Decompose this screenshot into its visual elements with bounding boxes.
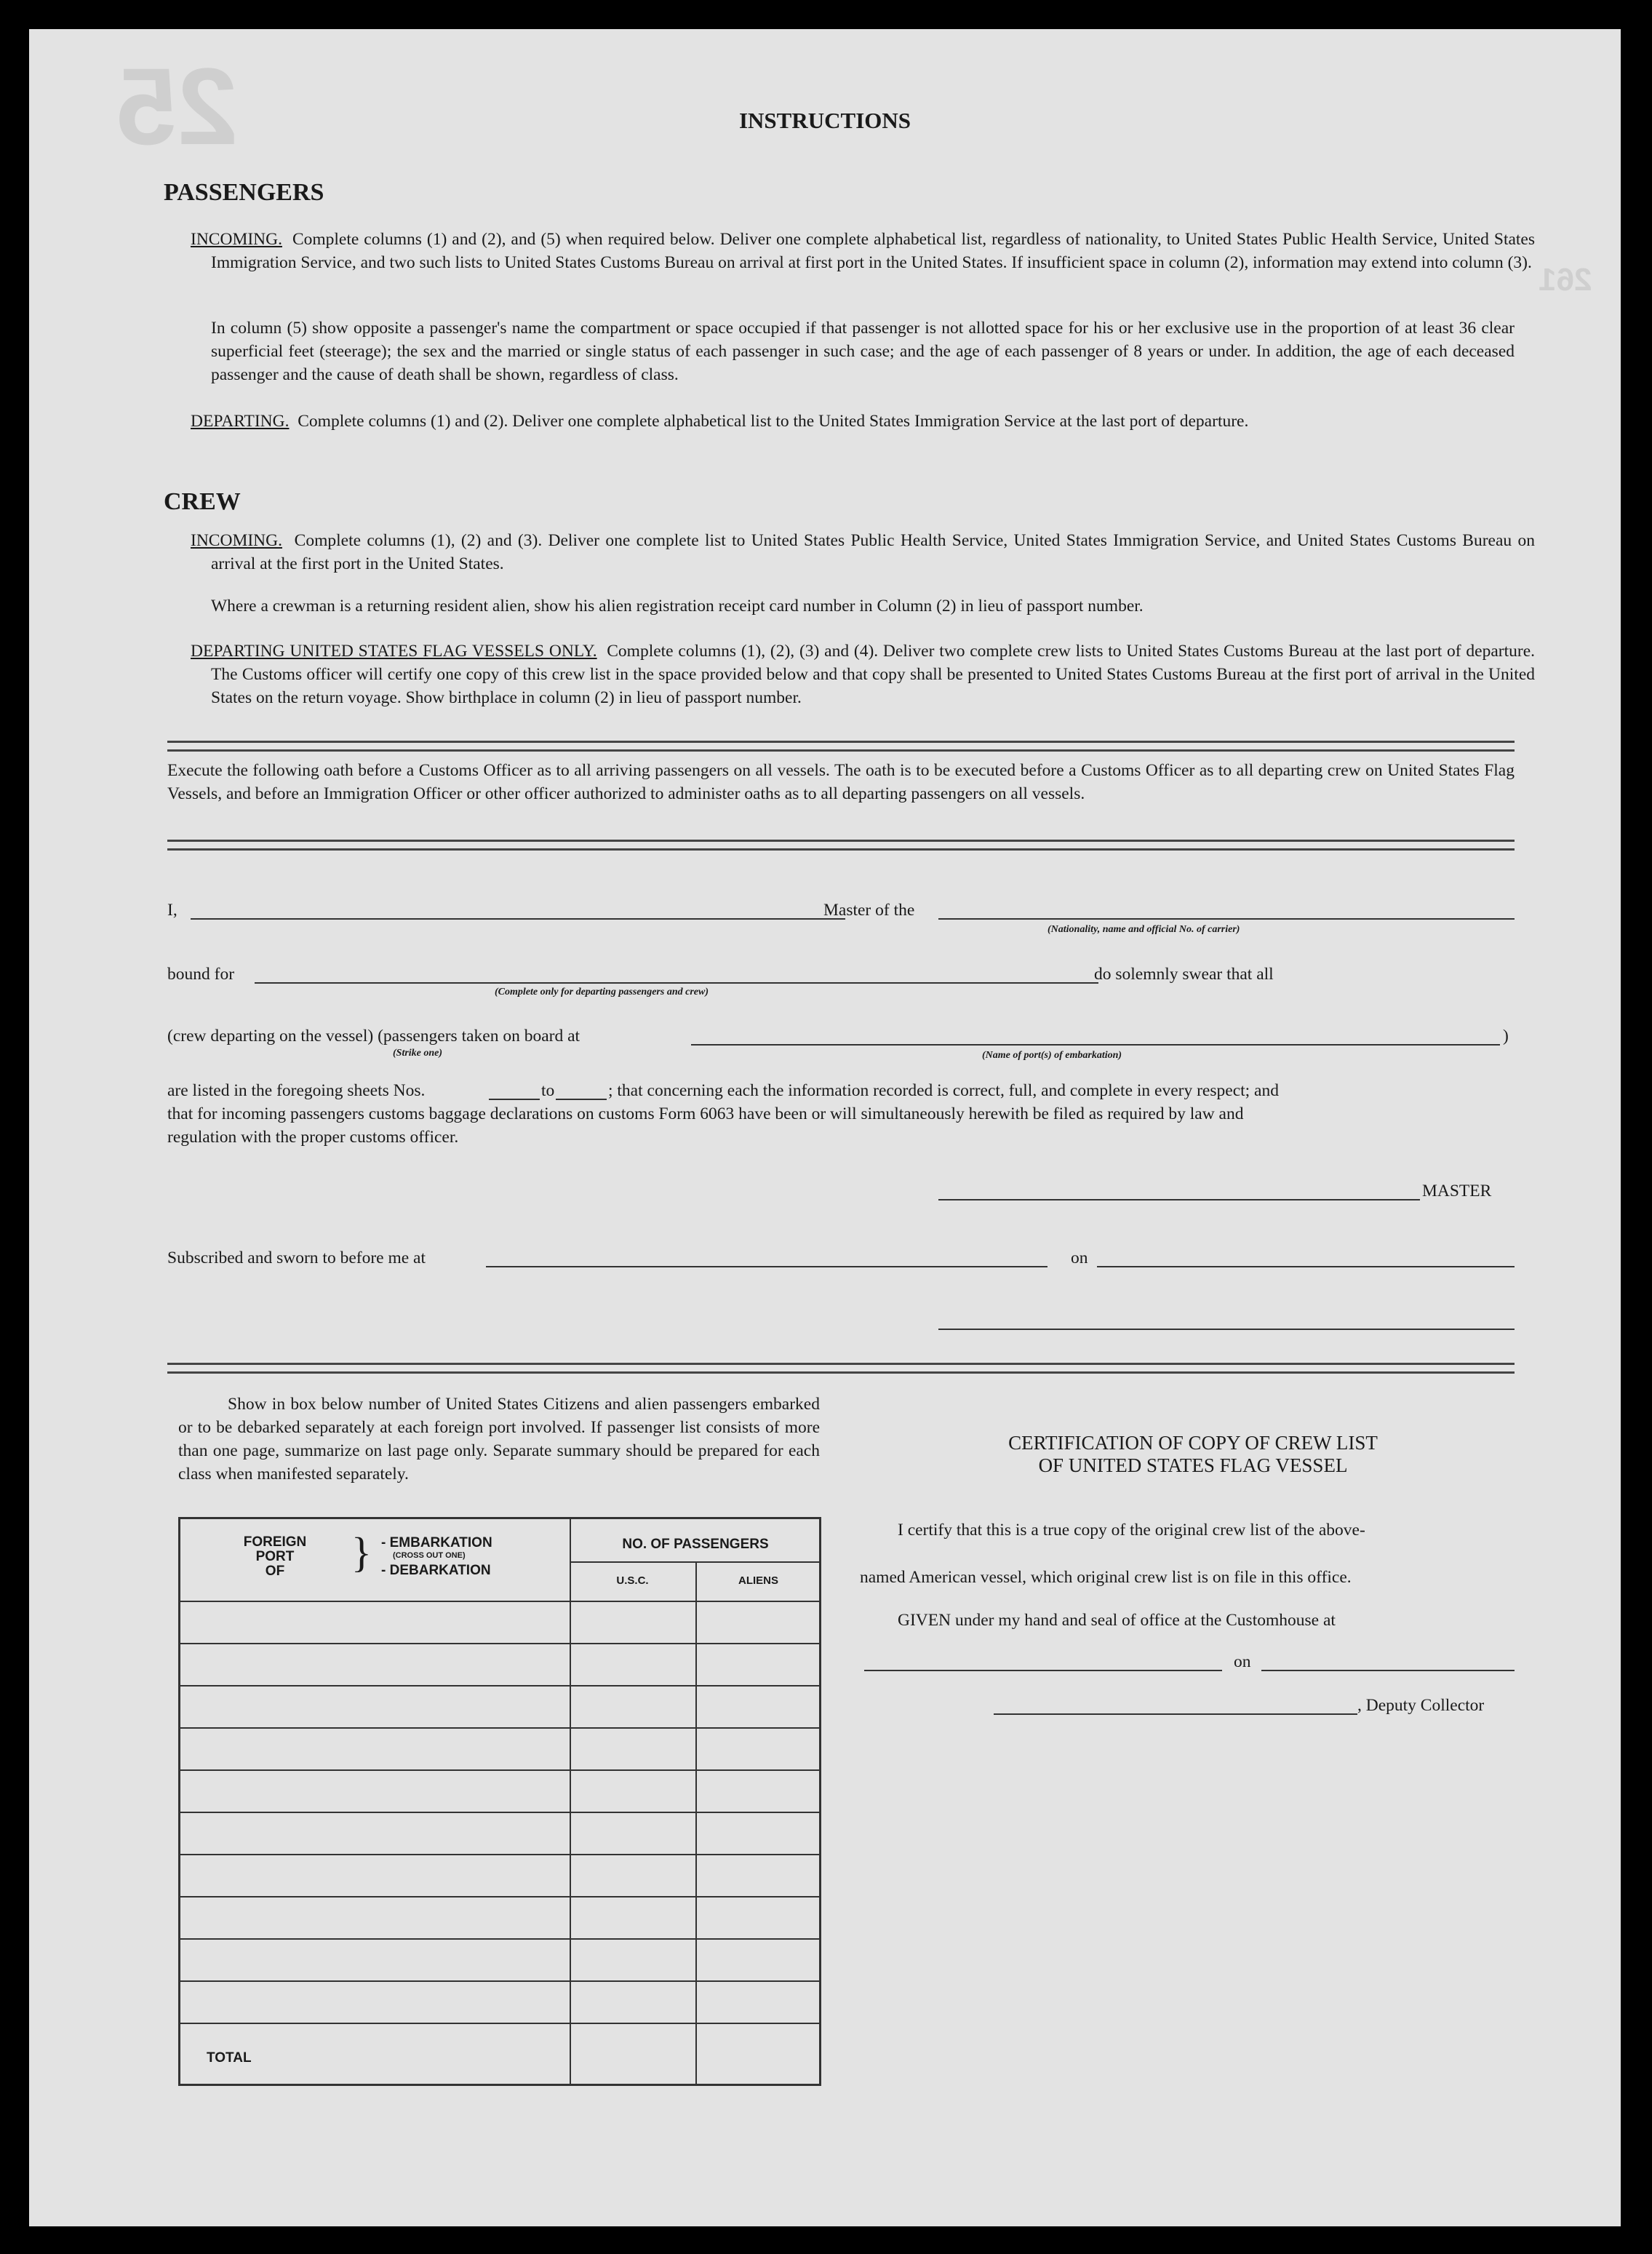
crew-incoming [191, 529, 1535, 576]
officer-signature-line[interactable] [938, 1329, 1515, 1330]
sworn-date-line[interactable] [1097, 1266, 1515, 1267]
master-name-line[interactable] [191, 918, 845, 920]
passengers-departing-text: Complete columns (1) and (2). Deliver one complete alphabetical list to the United States Immigration Service at the last port of departure. [298, 412, 1249, 431]
instructions-title: INSTRUCTIONS [738, 108, 911, 133]
cross-out-label: (CROSS OUT ONE) [393, 1551, 466, 1560]
table-subheader-rule [570, 1561, 819, 1563]
passengers-incoming-text: Complete columns (1) and (2), and (5) when required below. Deliver one complete alphabetical list, regardless of nationality, to United States Public Health Service, United States Immigration Service, and two such lists to United States Customs Bureau on arrival at first port in the United States. If insufficient space in column (2), information may extend into column (3). [211, 230, 1536, 272]
certification-line-2: named American vessel, which original crew list is on file in this office. [860, 1568, 1352, 1587]
table-row-rule [180, 1854, 819, 1855]
certification-line-3: GIVEN under my hand and seal of office at the Customhouse at [898, 1611, 1336, 1630]
passengers-column5: In column (5) show opposite a passenger's name the compartment or space occupied if that passenger is not allotted space for his or her exclusive use in the proportion of at least 36 clear superficial feet (steerage); the sex and the married or single status of each passenger in such case; and the age of each passenger of 8 years or under. In addition, the age of each deceased passenger and the cause of death shall be shown, regardless of class. [211, 319, 1515, 384]
passengers-incoming-label: INCOMING. [191, 230, 282, 249]
carrier-line[interactable] [938, 918, 1515, 920]
crew-departing-oath: (crew departing on the vessel) (passengers taken on board at [167, 1027, 580, 1046]
crew-departing-label: DEPARTING UNITED STATES FLAG VESSELS ONLY. [191, 642, 597, 661]
table-row-rule [180, 1685, 819, 1686]
do-solemnly-label: do solemnly swear that all [1094, 965, 1274, 984]
brace-mark: } [351, 1529, 372, 1576]
embarkation-label: - EMBARKATION [381, 1535, 492, 1550]
certification-on-label: on [1234, 1652, 1251, 1671]
master-of-label: Master of the [823, 901, 915, 920]
ghost-page-number: 25 [116, 45, 238, 167]
table-row-rule [180, 2023, 819, 2024]
summary-instruction: Show in box below number of United States Citizens and alien passengers embarked or to be debarked separately at each foreign port involved. If passenger list consists of more than one page, summarize on last page only. Separate summary should be prepared for each class when manifested separately. [178, 1395, 820, 1484]
bound-for-line[interactable] [255, 982, 1098, 984]
oath-line2: that for incoming passengers customs baggage declarations on customs Form 6063 have been or will simultaneously herewith be filed as required by law and [167, 1104, 1244, 1123]
oath-instruction: Execute the following oath before a Customs Officer as to all arriving passengers on all vessels. The oath is to be executed before a Customs Officer as to all departing crew on United States Flag Vessels, and before an Immigration Officer or other officer authorized to administer oaths as to all departing passengers on all vessels. [167, 761, 1515, 803]
certification-line-1: I certify that this is a true copy of the original crew list of the above- [898, 1521, 1365, 1540]
total-label: TOTAL [207, 2050, 252, 2066]
table-row-rule [180, 1896, 819, 1897]
crew-departing-text: Complete columns (1), (2), (3) and (4). Deliver two complete crew lists to United States Customs Bureau at the last port of departure. The Customs officer will certify one copy of this crew list in the space provided below and that copy shall be presented to United States Customs Bureau at the first port of arrival in the United States on the return voyage. Show birthplace in column (2) in lieu of passport number. [211, 642, 1536, 707]
table-row-rule [180, 1938, 819, 1940]
passengers-incoming [191, 228, 1535, 274]
master-label: MASTER [1422, 1182, 1492, 1200]
ghost-side-number: 261 [1539, 262, 1592, 298]
bound-caption: (Complete only for departing passengers and crew) [495, 987, 709, 997]
table-header-rule [180, 1601, 819, 1602]
divider-double-3 [167, 1363, 1515, 1374]
passengers-heading: PASSENGERS [164, 179, 324, 206]
oath-i-label: I, [167, 901, 177, 920]
crew-incoming-text: Complete columns (1), (2) and (3). Deliver one complete list to United States Public Health Service, United States Immigration Service, and United States Customs Bureau on arrival at the first port in the United States. [211, 531, 1536, 573]
sworn-place-line[interactable] [486, 1266, 1048, 1267]
close-paren: ) [1503, 1027, 1509, 1046]
deputy-collector-line[interactable] [994, 1713, 1357, 1715]
listed-rest: ; that concerning each the information recorded is correct, full, and complete in every respect; and [608, 1081, 1279, 1100]
sheet-to-line[interactable] [556, 1099, 607, 1100]
foreign-label: FOREIGN [243, 1534, 307, 1550]
passengers-departing [191, 410, 1535, 433]
certification-title-2: OF UNITED STATES FLAG VESSEL [1038, 1454, 1348, 1476]
of-label: OF [265, 1564, 285, 1579]
usc-header: U.S.C. [616, 1574, 649, 1587]
customhouse-place-line[interactable] [864, 1670, 1222, 1671]
table-row-rule [180, 1769, 819, 1771]
table-col-divider-2 [695, 1561, 697, 2084]
divider-double-2 [167, 840, 1515, 851]
listed-sheets-label: are listed in the foregoing sheets Nos. [167, 1081, 426, 1100]
crew-departing [191, 640, 1535, 709]
crew-resident: Where a crewman is a returning resident alien, show his alien registration receipt card number in Column (2) in lieu of passport number. [211, 597, 1144, 616]
port-label: PORT [255, 1549, 295, 1564]
divider-double-1 [167, 741, 1515, 752]
table-row-rule [180, 1812, 819, 1813]
passenger-summary-table [178, 1517, 821, 2086]
carrier-caption: (Nationality, name and official No. of carrier) [1048, 924, 1240, 935]
table-row-rule [180, 1727, 819, 1729]
sheet-from-line[interactable] [489, 1099, 540, 1100]
crew-incoming-label: INCOMING. [191, 531, 282, 550]
oath-line3: regulation with the proper customs officer. [167, 1128, 459, 1147]
sworn-on-label: on [1071, 1249, 1088, 1267]
passengers-departing-label: DEPARTING. [191, 412, 290, 431]
table-row-rule [180, 1643, 819, 1644]
bound-for-label: bound for [167, 965, 235, 984]
debarkation-label: - DEBARKATION [381, 1563, 491, 1578]
deputy-collector-label: , Deputy Collector [1357, 1696, 1485, 1715]
aliens-header: ALIENS [738, 1574, 778, 1587]
subscribed-label: Subscribed and sworn to before me at [167, 1249, 426, 1267]
certification-date-line[interactable] [1261, 1670, 1515, 1671]
ports-caption: (Name of port(s) of embarkation) [982, 1050, 1122, 1061]
certification-title-1: CERTIFICATION OF COPY OF CREW LIST [1008, 1432, 1378, 1454]
foreign-port-header [224, 1535, 326, 1579]
table-row-rule [180, 1980, 819, 1982]
master-signature-line[interactable] [938, 1199, 1420, 1200]
no-passengers-header: NO. OF PASSENGERS [622, 1537, 769, 1552]
ports-line[interactable] [691, 1044, 1500, 1046]
table-col-divider-1 [570, 1519, 571, 2084]
to-label: to [541, 1081, 555, 1100]
form-sheet [29, 29, 1621, 2226]
strike-one-caption: (Strike one) [393, 1048, 443, 1059]
crew-heading: CREW [164, 488, 241, 515]
